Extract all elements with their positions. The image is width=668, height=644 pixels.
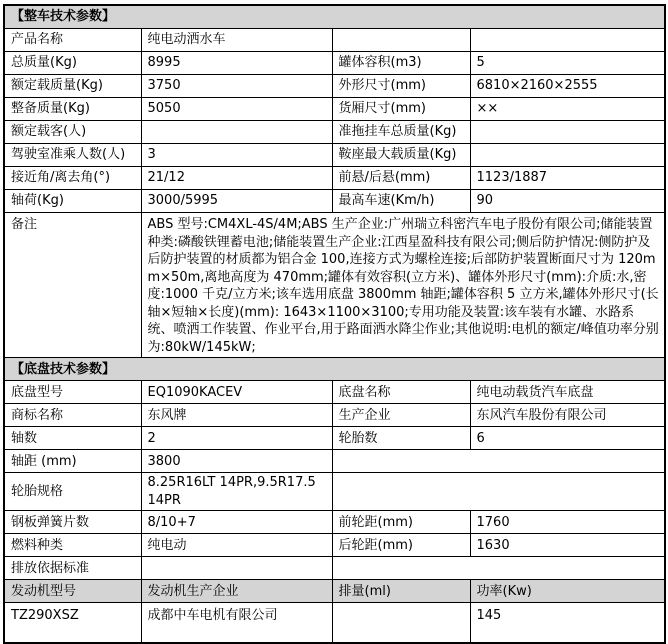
param-value: 2 [141,427,332,450]
param-value: 3000/5995 [141,190,332,213]
param-value: 3 [141,144,332,167]
param-label: 底盘名称 [332,381,470,404]
spec-table [3,4,666,644]
param-value [141,557,332,580]
table-row [4,580,665,603]
param-value: 1123/1887 [470,167,665,190]
param-label: 轮胎数 [332,427,470,450]
param-value [470,29,665,52]
param-value: 6810×2160×2555 [470,75,665,98]
table-row [4,121,665,144]
param-value: 90 [470,190,665,213]
param-label: 前轮距(mm) [332,511,470,534]
section-header-row [4,5,665,29]
column-header: 功率(Kw) [470,580,665,603]
param-label: 燃料种类 [4,534,141,557]
param-label: 底盘型号 [4,381,141,404]
param-value: 8.25R16LT 14PR,9.5R17.5 14PR [141,473,332,511]
section-title: 【整车技术参数】 [4,5,665,29]
param-value: 6 [470,427,665,450]
param-value [332,450,665,473]
param-label: 钢板弹簧片数 [4,511,141,534]
spec-table-body [4,5,665,643]
param-value: 145 [470,603,665,644]
param-value: EQ1090KACEV [141,381,332,404]
table-row [4,534,665,557]
param-value: 8/10+7 [141,511,332,534]
column-header: 排量(ml) [332,580,470,603]
param-label: 后轮距(mm) [332,534,470,557]
param-label: 轴荷(Kg) [4,190,141,213]
param-value: TZ290XSZ [4,603,141,644]
section-header-row [4,358,665,381]
table-row [4,404,665,427]
table-row [4,557,665,580]
param-value [470,144,665,167]
param-label: 外形尺寸(mm) [332,75,470,98]
param-value [332,603,470,644]
table-row [4,473,665,511]
table-row [4,98,665,121]
param-value: 纯电动载货汽车底盘 [470,381,665,404]
param-label: 货厢尺寸(mm) [332,98,470,121]
param-label: 产品名称 [4,29,141,52]
param-value: 3800 [141,450,332,473]
param-value: 纯电动洒水车 [141,29,332,52]
table-row [4,144,665,167]
param-value: 成都中车电机有限公司 [141,603,332,644]
table-row [4,450,665,473]
remarks-text: ABS 型号:CM4XL-4S/4M;ABS 生产企业:广州瑞立科密汽车电子股份有限公司;储能装置种类:磷酸铁锂蓄电池;储能装置生产企业:江西星盈科技有限公司;侧后防护情况:侧防护及后防护装置的材质都为铝合金 100,连接方式为螺栓连接;后部防护装置断面尺寸为 120mm×50m,离地高度为 470mm;罐体有效容积(立方米)、罐体外形尺寸(mm):介质:水,密度:1000 千克/立方米;该车选用底盘 3800mm 轴距;罐体容积 5 立方米,罐体外形尺寸(长轴×短轴×长度)(mm): 1643×1100×3100;专用功能及装置:该车装有水罐、水路系统、喷洒工作装置、作业平台,用于路面洒水降尘作业;其他说明:电机的额定/峰值功率分别为:80kW/145kW; [141,213,665,358]
column-header: 发动机型号 [4,580,141,603]
param-value: 1630 [470,534,665,557]
param-label: 整备质量(Kg) [4,98,141,121]
table-row [4,427,665,450]
param-value [332,557,665,580]
table-row [4,213,665,358]
param-value: 3750 [141,75,332,98]
param-label: 轮胎规格 [4,473,141,511]
param-label: 轴距 (mm) [4,450,141,473]
param-value: 1760 [470,511,665,534]
table-row [4,167,665,190]
section-title: 【底盘技术参数】 [4,358,665,381]
param-label: 备注 [4,213,141,358]
param-label: 额定载客(人) [4,121,141,144]
table-row [4,29,665,52]
table-row [4,75,665,98]
param-value: 东风牌 [141,404,332,427]
param-label: 前悬/后悬(mm) [332,167,470,190]
param-value: 21/12 [141,167,332,190]
param-label: 排放依据标准 [4,557,141,580]
param-label: 驾驶室准乘人数(人) [4,144,141,167]
param-label: 总质量(Kg) [4,52,141,75]
param-label: 生产企业 [332,404,470,427]
param-label: 额定载质量(Kg) [4,75,141,98]
param-label: 准拖挂车总质量(Kg) [332,121,470,144]
table-row [4,511,665,534]
table-row [4,603,665,644]
param-value: 5050 [141,98,332,121]
param-value [141,121,332,144]
param-label: 最高车速(Km/h) [332,190,470,213]
param-value [332,473,665,511]
param-value: 5 [470,52,665,75]
column-header: 发动机生产企业 [141,580,332,603]
param-label: 商标名称 [4,404,141,427]
param-value: ×× [470,98,665,121]
param-label: 罐体容积(m3) [332,52,470,75]
param-value [470,121,665,144]
table-row [4,52,665,75]
table-row [4,190,665,213]
param-label: 轴数 [4,427,141,450]
param-value: 东风汽车股份有限公司 [470,404,665,427]
param-label: 接近角/离去角(°) [4,167,141,190]
param-value: 8995 [141,52,332,75]
param-label [332,29,470,52]
table-row [4,381,665,404]
param-label: 鞍座最大载质量(Kg) [332,144,470,167]
param-value: 纯电动 [141,534,332,557]
